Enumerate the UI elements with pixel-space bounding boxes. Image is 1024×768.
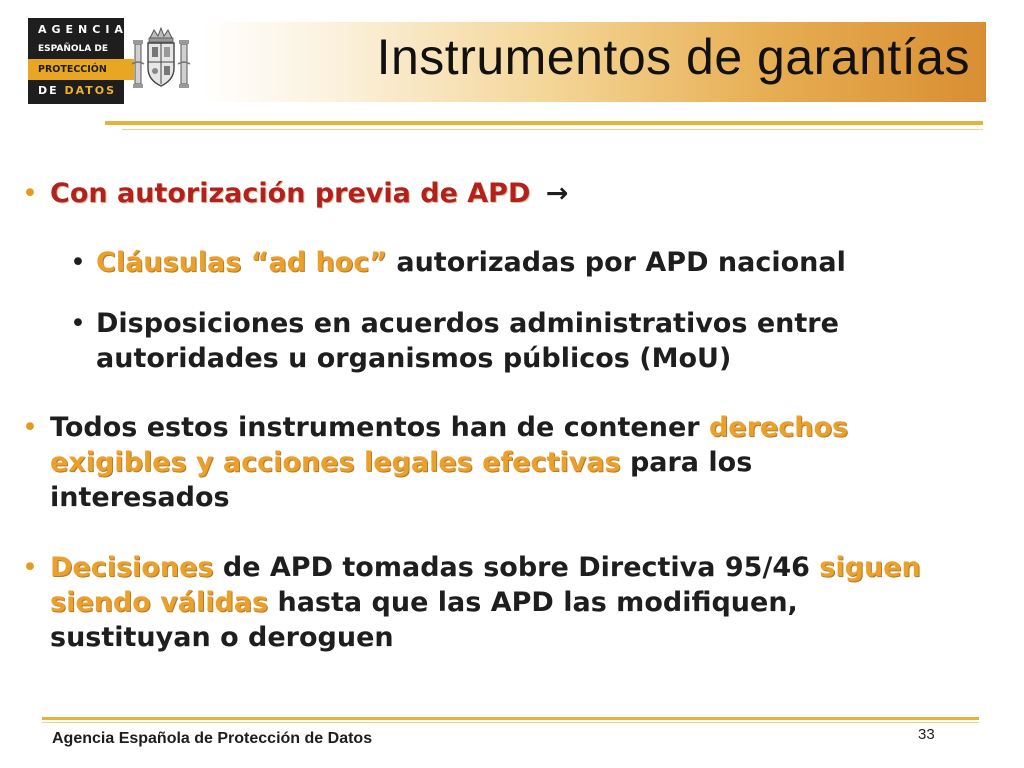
- bullet-with-prior-authorization: [50, 176, 568, 211]
- bullet-dot: •: [22, 178, 38, 209]
- bullet-dot: •: [22, 412, 38, 443]
- logo-line-3: PROTECCIÓN: [28, 59, 134, 80]
- bullet-text: de APD tomadas sobre Directiva 95/46: [213, 552, 820, 583]
- bullet-line: [50, 445, 848, 480]
- title-band: [202, 22, 986, 102]
- bullet-line: sustituyan o deroguen: [50, 622, 394, 653]
- sub-bullet-ad-hoc-clauses: [96, 245, 846, 280]
- right-arrow-icon: →: [545, 178, 569, 209]
- bullet-highlight: siguen: [819, 552, 921, 583]
- bullet-enforceable-rights: [50, 410, 848, 515]
- sub-bullet-dot: •: [70, 247, 86, 278]
- bullet-highlight: derechos: [708, 412, 849, 443]
- bullet-line: [50, 550, 921, 585]
- footer-divider-thin: [42, 722, 979, 723]
- agency-logo: [28, 18, 128, 104]
- logo-word-datos: DATOS: [64, 84, 117, 97]
- logo-line-1: AGENCIA: [38, 23, 128, 36]
- sub-bullet-dot: •: [70, 308, 86, 339]
- bullet-highlight: siendo válidas: [50, 587, 269, 618]
- sub-bullet-highlight: Cláusulas “ad hoc”: [96, 247, 387, 278]
- logo-word-de: DE: [38, 84, 59, 97]
- bullet-decisions-remain-valid: [50, 550, 921, 655]
- logo-line-4: [28, 81, 134, 101]
- header-divider-thin: [122, 129, 983, 130]
- slide-title: Instrumentos de garantías: [376, 29, 970, 85]
- coat-of-arms-icon: [128, 24, 194, 98]
- sub-bullet-text: autorizadas por APD nacional: [386, 247, 846, 278]
- sub-bullet-line: autoridades u organismos públicos (MoU): [96, 343, 732, 374]
- sub-bullet-line: Disposiciones en acuerdos administrativos entre: [96, 308, 839, 339]
- bullet-dot: •: [22, 552, 38, 583]
- header-divider: [105, 121, 983, 125]
- bullet-highlight: exigibles y acciones legales efectivas: [50, 447, 621, 478]
- bullet-text: para los: [620, 447, 753, 478]
- page-number: 33: [918, 726, 935, 743]
- bullet-line: [50, 410, 848, 445]
- bullet-line: interesados: [50, 482, 230, 513]
- bullet-line: [50, 585, 921, 620]
- footer-agency-name: Agencia Española de Protección de Datos: [52, 730, 373, 747]
- logo-line-2: ESPAÑOLA DE: [38, 44, 109, 54]
- bullet-highlight: Con autorización previa de APD: [50, 178, 531, 209]
- bullet-text: hasta que las APD las modifiquen,: [268, 587, 798, 618]
- bullet-highlight: Decisiones: [50, 552, 214, 583]
- bullet-text: Todos estos instrumentos han de contener: [50, 412, 709, 443]
- sub-bullet-administrative-agreements: [96, 306, 839, 376]
- footer-divider: [42, 717, 979, 720]
